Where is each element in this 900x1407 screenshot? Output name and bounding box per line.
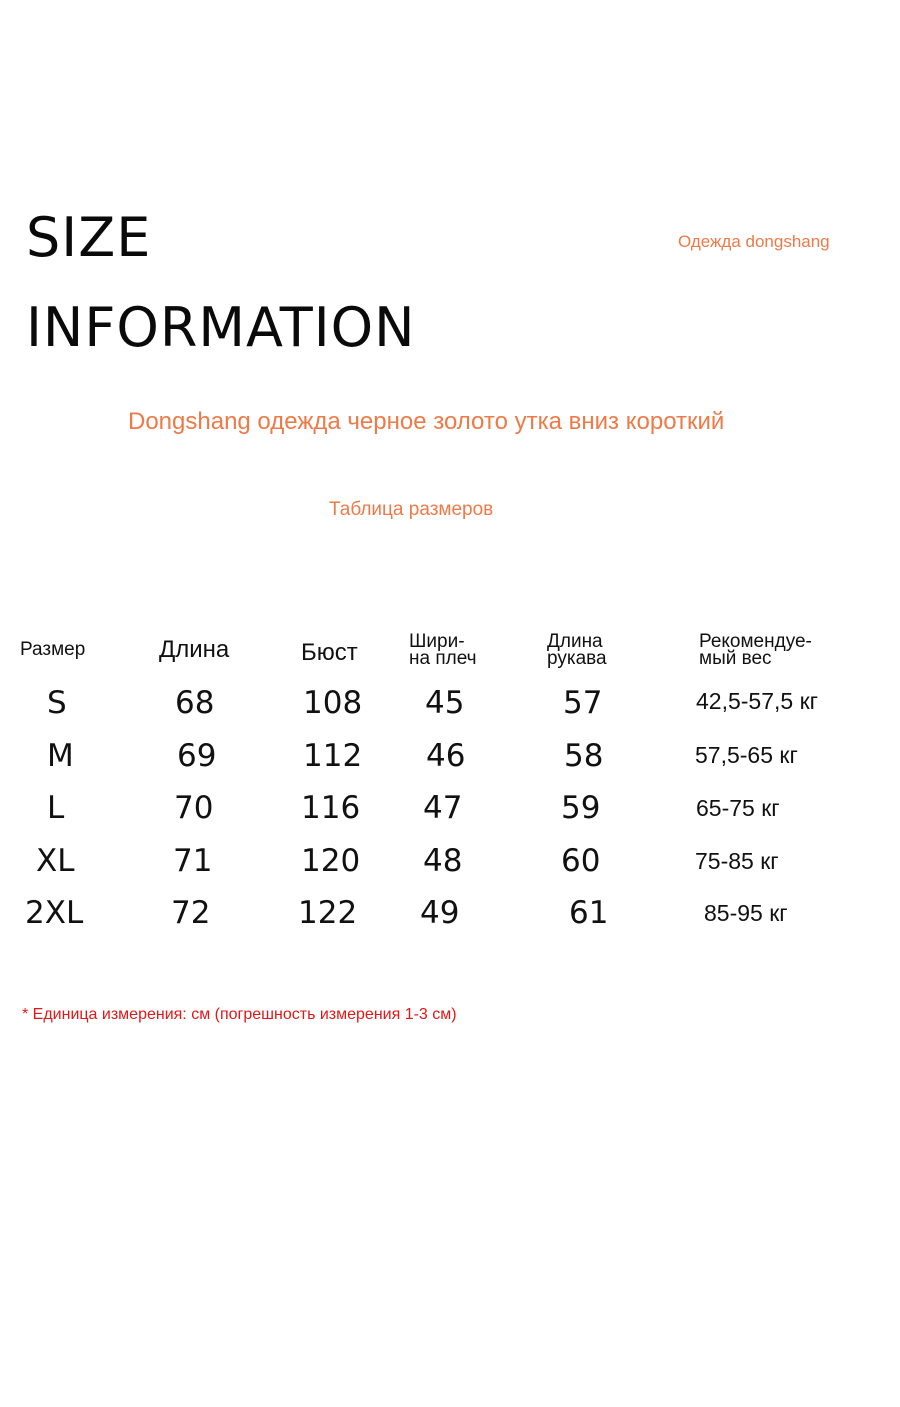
shoulder-cell: 49 bbox=[420, 895, 460, 931]
column-header-shoulder-line-1: Шири- bbox=[409, 631, 465, 652]
bust-cell: 120 bbox=[301, 843, 361, 879]
column-header-sleeve-line-2: рукава bbox=[547, 648, 607, 669]
length-cell: 68 bbox=[175, 685, 215, 721]
bust-cell: 108 bbox=[303, 685, 363, 721]
product-name: Dongshang одежда черное золото утка вниз короткий bbox=[128, 408, 725, 435]
page-title-line-2: INFORMATION bbox=[26, 296, 416, 359]
column-header-shoulder-line-2: на плеч bbox=[409, 648, 477, 669]
measurement-footnote: * Единица измерения: см (погрешность измерения 1-3 см) bbox=[22, 1006, 457, 1023]
size-cell: M bbox=[47, 738, 74, 774]
sleeve-cell: 59 bbox=[561, 790, 601, 826]
length-cell: 72 bbox=[171, 895, 211, 931]
weight-cell: 42,5-57,5 кг bbox=[696, 688, 819, 714]
weight-cell: 57,5-65 кг bbox=[695, 742, 798, 768]
column-header-weight bbox=[699, 633, 812, 667]
bust-cell: 122 bbox=[298, 895, 358, 931]
column-header-weight-line-2: мый вес bbox=[699, 648, 772, 669]
column-header-weight-line-1: Рекомендуе- bbox=[699, 631, 812, 652]
bust-cell: 112 bbox=[303, 738, 363, 774]
table-title-text: Таблица размеров bbox=[329, 499, 494, 520]
column-header-sleeve bbox=[547, 633, 607, 667]
size-cell: 2XL bbox=[25, 895, 84, 931]
weight-cell: 85-95 кг bbox=[704, 900, 788, 926]
length-cell: 71 bbox=[173, 843, 213, 879]
page-title-line-1: SIZE bbox=[26, 206, 152, 269]
column-header-sleeve-line-1: Длина bbox=[547, 631, 603, 652]
size-cell: L bbox=[47, 790, 65, 826]
column-header-size: Размер bbox=[20, 639, 86, 660]
shoulder-cell: 45 bbox=[425, 685, 465, 721]
length-cell: 69 bbox=[177, 738, 217, 774]
sleeve-cell: 57 bbox=[563, 685, 603, 721]
weight-cell: 75-85 кг bbox=[695, 848, 779, 874]
shoulder-cell: 46 bbox=[426, 738, 466, 774]
size-cell: S bbox=[47, 685, 67, 721]
column-header-shoulder bbox=[409, 633, 477, 667]
column-header-length: Длина bbox=[159, 636, 230, 663]
size-cell: XL bbox=[36, 843, 75, 879]
sleeve-cell: 58 bbox=[564, 738, 604, 774]
bust-cell: 116 bbox=[301, 790, 361, 826]
shoulder-cell: 47 bbox=[423, 790, 463, 826]
column-header-bust: Бюст bbox=[301, 639, 358, 666]
brand-tag: Одежда dongshang bbox=[678, 232, 830, 251]
length-cell: 70 bbox=[174, 790, 214, 826]
sleeve-cell: 60 bbox=[561, 843, 601, 879]
sleeve-cell: 61 bbox=[569, 895, 609, 931]
weight-cell: 65-75 кг bbox=[696, 795, 780, 821]
table-title bbox=[329, 499, 497, 520]
shoulder-cell: 48 bbox=[423, 843, 463, 879]
